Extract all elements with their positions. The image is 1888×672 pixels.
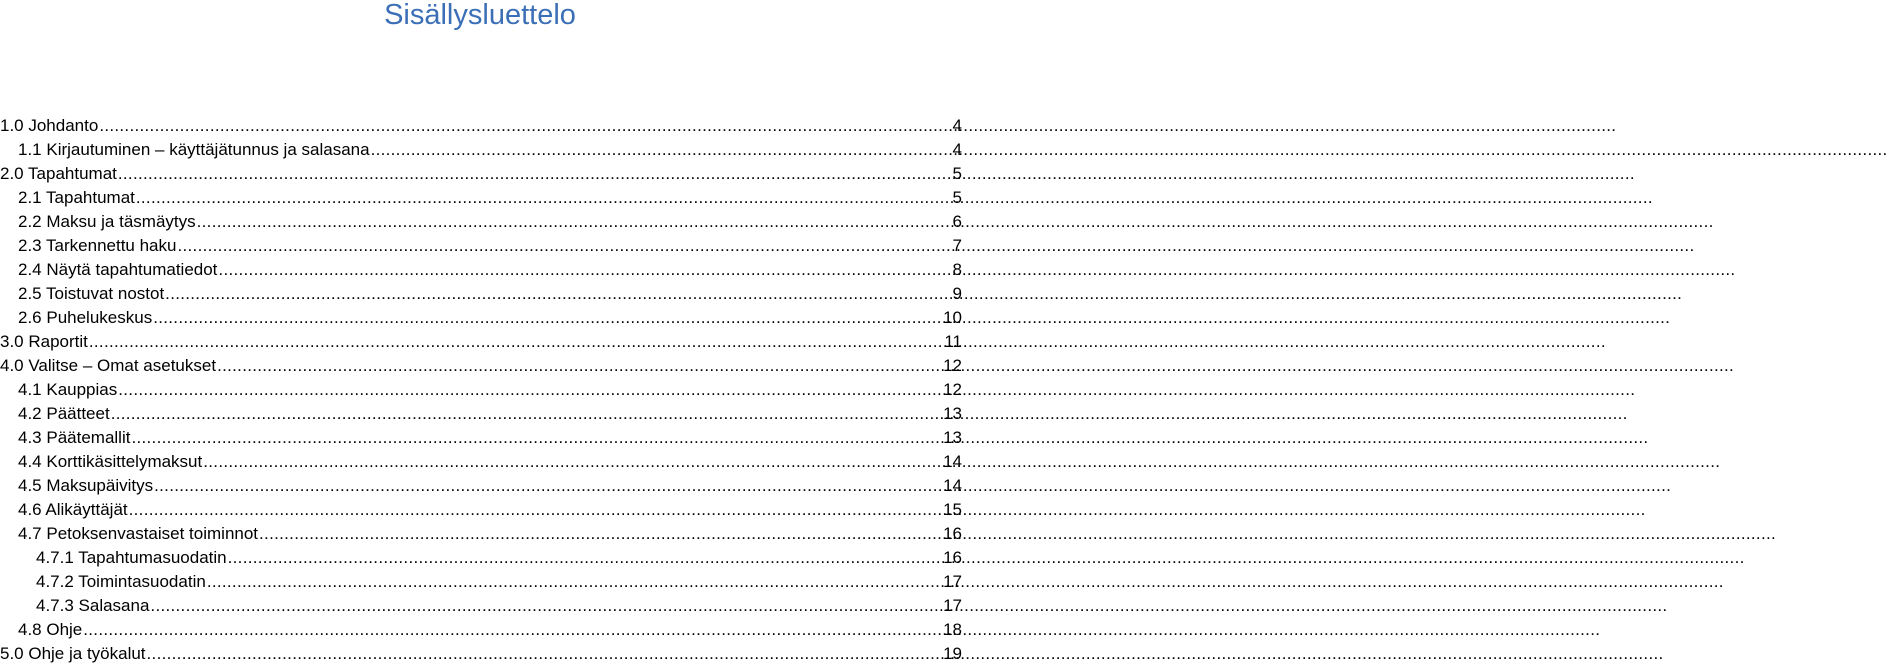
- toc-entry-label: 2.4 Näytä tapahtumatiedot: [18, 260, 218, 279]
- toc-entry-page: 5: [952, 188, 962, 207]
- toc-entry[interactable]: [36, 592, 962, 616]
- toc-entry-label: 4.1 Kauppias: [18, 380, 118, 399]
- toc-entry[interactable]: [18, 400, 962, 424]
- toc-entry[interactable]: [18, 304, 962, 328]
- toc-entry-page: 11: [944, 332, 962, 351]
- toc-entry-label: 4.4 Korttikäsittelymaksut: [18, 452, 203, 471]
- toc-entry-label: 3.0 Raportit: [0, 332, 88, 351]
- toc-entry-label: 2.3 Tarkennettu haku: [18, 236, 177, 255]
- toc-entry[interactable]: [18, 376, 962, 400]
- toc-entry-page: 12: [943, 380, 962, 399]
- toc-entry[interactable]: [18, 448, 962, 472]
- toc-leader: [165, 284, 951, 304]
- toc-entry-label: 5.0 Ohje ja työkalut: [0, 644, 146, 663]
- toc-entry-page: 4: [952, 140, 962, 159]
- toc-entry-page: 9: [952, 284, 962, 303]
- toc-entry[interactable]: [18, 232, 962, 256]
- toc-leader: [177, 236, 951, 256]
- toc-entry[interactable]: [0, 328, 962, 352]
- toc-entry-label: 2.1 Tapahtumat: [18, 188, 135, 207]
- toc-leader: [150, 596, 942, 616]
- toc-entry[interactable]: [0, 640, 962, 664]
- toc-entry-label: 4.5 Maksupäivitys: [18, 476, 154, 495]
- toc-entry-page: 4: [952, 116, 962, 135]
- toc-leader: [118, 380, 942, 400]
- toc-entry[interactable]: [0, 352, 962, 376]
- toc-entry[interactable]: [0, 160, 962, 184]
- toc-entry-label: 4.6 Alikäyttäjät: [18, 500, 128, 519]
- toc-entry[interactable]: [18, 280, 962, 304]
- toc-entry-label: 4.7.2 Toimintasuodatin: [36, 572, 206, 591]
- toc-entry-page: 15: [943, 500, 962, 519]
- toc-leader: [154, 476, 942, 496]
- toc-entry-label: 2.2 Maksu ja täsmäytys: [18, 212, 196, 231]
- toc-entry[interactable]: [18, 520, 962, 544]
- toc-entry[interactable]: [0, 112, 962, 136]
- toc-leader: [118, 164, 952, 184]
- toc-entry-label: 4.3 Päätemallit: [18, 428, 131, 447]
- toc-entry-label: 1.0 Johdanto: [0, 116, 99, 135]
- toc-entry-label: 2.0 Tapahtumat: [0, 164, 117, 183]
- toc-entry[interactable]: [18, 472, 962, 496]
- toc-entry-page: 16: [943, 548, 962, 567]
- toc-leader: [83, 620, 942, 640]
- toc-entry-page: 13: [943, 404, 962, 423]
- toc-leader: [89, 332, 943, 352]
- toc-leader: [259, 524, 942, 544]
- toc-entry-label: 4.0 Valitse – Omat asetukset: [0, 356, 217, 375]
- toc-entry-page: 19: [943, 644, 962, 663]
- toc-leader: [131, 428, 942, 448]
- toc-entry-page: 18: [943, 620, 962, 639]
- toc-entry-page: 5: [952, 164, 962, 183]
- toc-entry[interactable]: [18, 136, 962, 160]
- toc-entry-label: 4.7 Petoksenvastaiset toiminnot: [18, 524, 259, 543]
- toc-entry[interactable]: [18, 424, 962, 448]
- toc-entry-page: 12: [943, 356, 962, 375]
- toc-leader: [371, 140, 952, 160]
- toc-entry-page: 16: [943, 524, 962, 543]
- toc-entry-page: 14: [943, 476, 962, 495]
- toc-entry-label: 4.8 Ohje: [18, 620, 83, 639]
- toc-entry[interactable]: [18, 616, 962, 640]
- toc-entry-page: 17: [943, 596, 962, 615]
- toc-entry-label: 1.1 Kirjautuminen – käyttäjätunnus ja salasana: [18, 140, 370, 159]
- toc-leader: [203, 452, 942, 472]
- toc-entry-page: 7: [952, 236, 962, 255]
- toc-entry-page: 13: [943, 428, 962, 447]
- toc-leader: [228, 548, 942, 568]
- toc-entry-label: 2.6 Puhelukeskus: [18, 308, 153, 327]
- toc-leader: [129, 500, 942, 520]
- toc-leader: [153, 308, 942, 328]
- toc-entry-page: 8: [952, 260, 962, 279]
- toc-entry[interactable]: [18, 184, 962, 208]
- toc-entry[interactable]: [18, 208, 962, 232]
- toc-leader: [218, 260, 951, 280]
- toc-entry-label: 4.2 Päätteet: [18, 404, 110, 423]
- toc-leader: [207, 572, 942, 592]
- toc-leader: [197, 212, 952, 232]
- toc-leader: [99, 116, 951, 136]
- toc-entry[interactable]: [36, 544, 962, 568]
- toc-entry-page: 14: [943, 452, 962, 471]
- toc-entry[interactable]: [18, 496, 962, 520]
- toc-leader: [217, 356, 942, 376]
- toc-entry-page: 17: [943, 572, 962, 591]
- toc-entry-page: 10: [943, 308, 962, 327]
- toc-entry-label: 4.7.1 Tapahtumasuodatin: [36, 548, 227, 567]
- toc-leader: [111, 404, 942, 424]
- toc-entry-label: 4.7.3 Salasana: [36, 596, 150, 615]
- toc-entry-page: 6: [952, 212, 962, 231]
- toc-entry[interactable]: [36, 568, 962, 592]
- page-title: Sisällysluettelo: [384, 0, 576, 31]
- toc-entry-label: 2.5 Toistuvat nostot: [18, 284, 165, 303]
- toc-entry[interactable]: [18, 256, 962, 280]
- toc-leader: [136, 188, 952, 208]
- toc-leader: [147, 644, 943, 664]
